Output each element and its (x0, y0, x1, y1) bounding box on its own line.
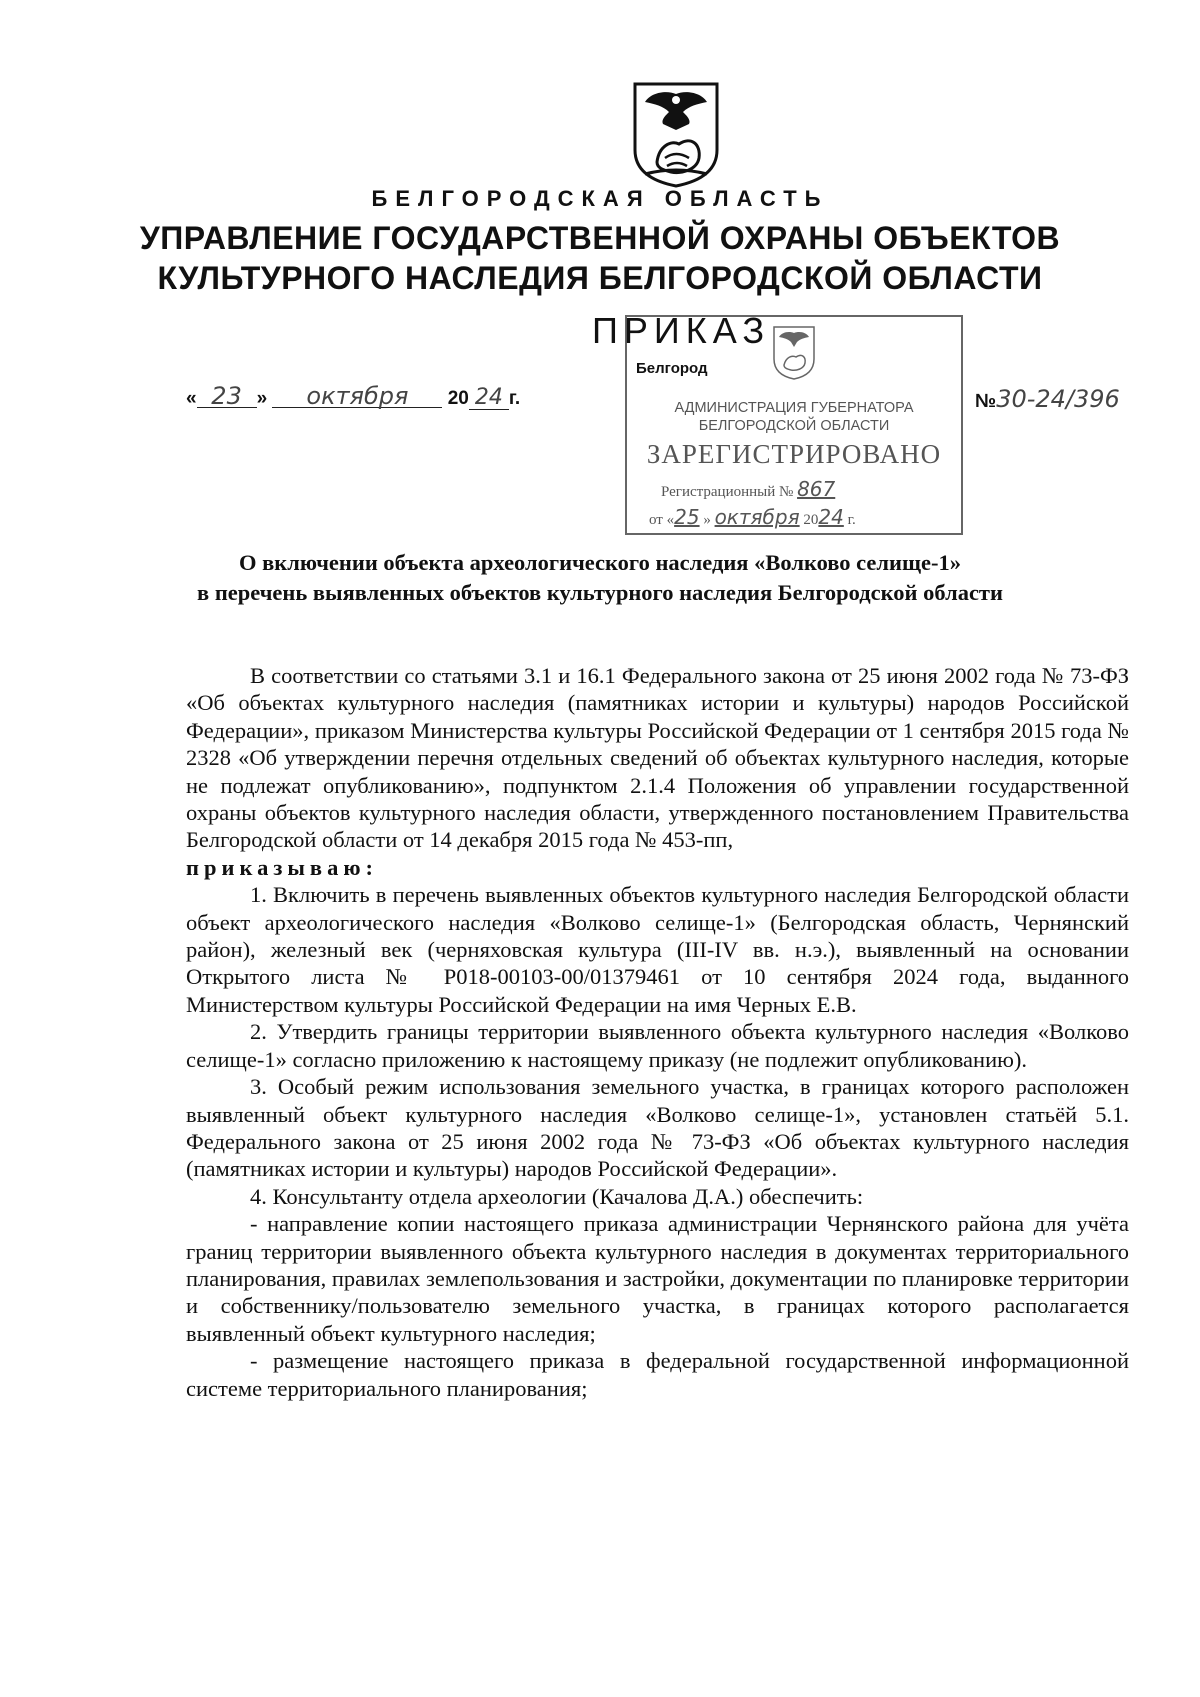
item-4-paragraph: 4. Консультанту отдела археологии (Качалова Д.А.) обеспечить: (250, 1183, 864, 1209)
title-line2: в перечень выявленных объектов культурного наследия Белгородской области (197, 580, 1003, 605)
stamp-reg-label: Регистрационный № (661, 484, 794, 500)
stamp-reg-number: 867 (797, 477, 836, 501)
stamp-registered-label: ЗАРЕГИСТРИРОВАНО (646, 439, 942, 469)
order-word-text: приказываю: (186, 854, 379, 880)
title-line1: О включении объекта археологического наследия «Волково селище-1» (239, 550, 961, 575)
date-year-prefix: 20 (447, 388, 469, 409)
stamp-reg-number-line (661, 477, 835, 501)
stamp-admin-name (627, 399, 961, 435)
stamp-year-suffix: 24 (818, 505, 844, 529)
item-3-paragraph: 3. Особый режим использования земельного участка, в границах которого расположен выявленный объект культурного наследия «Волково селище-1», установлен статьёй 5.1. Федерального закона от 25 июня 2002 года № 73-ФЗ «Об объектах культурного наследия (памятниках истории и культуры) народов Российской Федерации». (186, 1074, 1129, 1182)
document-body (186, 662, 1129, 1402)
date-open-quote: « (186, 388, 197, 409)
stamp-year-prefix: 20 (803, 512, 819, 528)
item-4b-paragraph: - размещение настоящего приказа в федеральной государственной информационной системе территориального планирования; (186, 1348, 1129, 1401)
preamble-paragraph: В соответствии со статьями 3.1 и 16.1 Федерального закона от 25 июня 2002 года № 73-ФЗ «Об объектах культурного наследия (памятниках истории и культуры) народов Российской Федерации», приказом Министерства культуры Российской Федерации от 1 сентября 2015 года № 2328 «Об утверждении перечня отдельных сведений об объектах культурного наследия, которые не подлежат опубликованию», подпунктом 2.1.4 Положения об управлении государственной охраны объектов культурного наследия области, утвержденного постановлением Правительства Белгородской области от 14 декабря 2015 года № 453-пп, (186, 663, 1129, 853)
stamp-from-label: от « (649, 512, 675, 528)
order-number-label: № (975, 391, 997, 412)
authority-name-line2: КУЛЬТУРНОГО НАСЛЕДИЯ БЕЛГОРОДСКОЙ ОБЛАСТИ (157, 260, 1043, 296)
date-year-mark: г. (508, 388, 521, 409)
order-word (186, 854, 1129, 881)
region-name: БЕЛГОРОДСКАЯ ОБЛАСТЬ (371, 186, 829, 211)
date-month: октября (272, 385, 442, 408)
stamp-day: 25 (674, 505, 700, 529)
stamp-year-mark: г. (847, 512, 856, 528)
stamp-month: октября (714, 505, 800, 529)
authority-name (0, 218, 1200, 298)
stamp-close-quote: » (703, 512, 711, 528)
stamp-emblem-icon (772, 325, 816, 381)
coat-of-arms-emblem (631, 80, 721, 190)
document-type: ПРИКАЗ (592, 310, 771, 351)
stamp-reg-date-line (649, 505, 856, 529)
order-number (975, 385, 1120, 413)
authority-name-line1: УПРАВЛЕНИЕ ГОСУДАРСТВЕННОЙ ОХРАНЫ ОБЪЕКТОВ (139, 220, 1061, 256)
item-2-paragraph: 2. Утвердить границы территории выявленного объекта культурного наследия «Волково селище-1» согласно приложению к настоящему приказу (не подлежит опубликованию). (186, 1019, 1129, 1072)
city-name: Белгород (636, 360, 708, 377)
order-number-value: 30-24/396 (996, 385, 1120, 413)
item-1-paragraph: 1. Включить в перечень выявленных объектов культурного наследия Белгородской области объект археологического наследия «Волково селище-1» (Белгородская область, Чернянский район), железный век (черняховская культура (III-IV вв. н.э.), выявленный на основании Открытого листа № Р018-00103-00/01379461 от 10 сентября 2024 года, выданного Министерством культуры Российской Федерации на имя Черных Е.В. (186, 882, 1129, 1017)
stamp-admin-line1: АДМИНИСТРАЦИЯ ГУБЕРНАТОРА (674, 400, 914, 416)
date-day: 23 (197, 385, 257, 408)
stamp-admin-line2: БЕЛГОРОДСКОЙ ОБЛАСТИ (698, 418, 890, 434)
date-close-quote: » (256, 388, 268, 409)
order-date (186, 382, 521, 410)
document-title (0, 548, 1200, 608)
date-year-suffix: 24 (469, 387, 509, 410)
item-4a-paragraph: - направление копии настоящего приказа администрации Чернянского района для учёта границ территории выявленного объекта культурного наследия в документах территориального планирования, правилах землепользования и застройки, документации по планировке территории и собственнику/пользователю земельного участка, в границах которого располагается выявленный объект культурного наследия; (186, 1211, 1129, 1346)
